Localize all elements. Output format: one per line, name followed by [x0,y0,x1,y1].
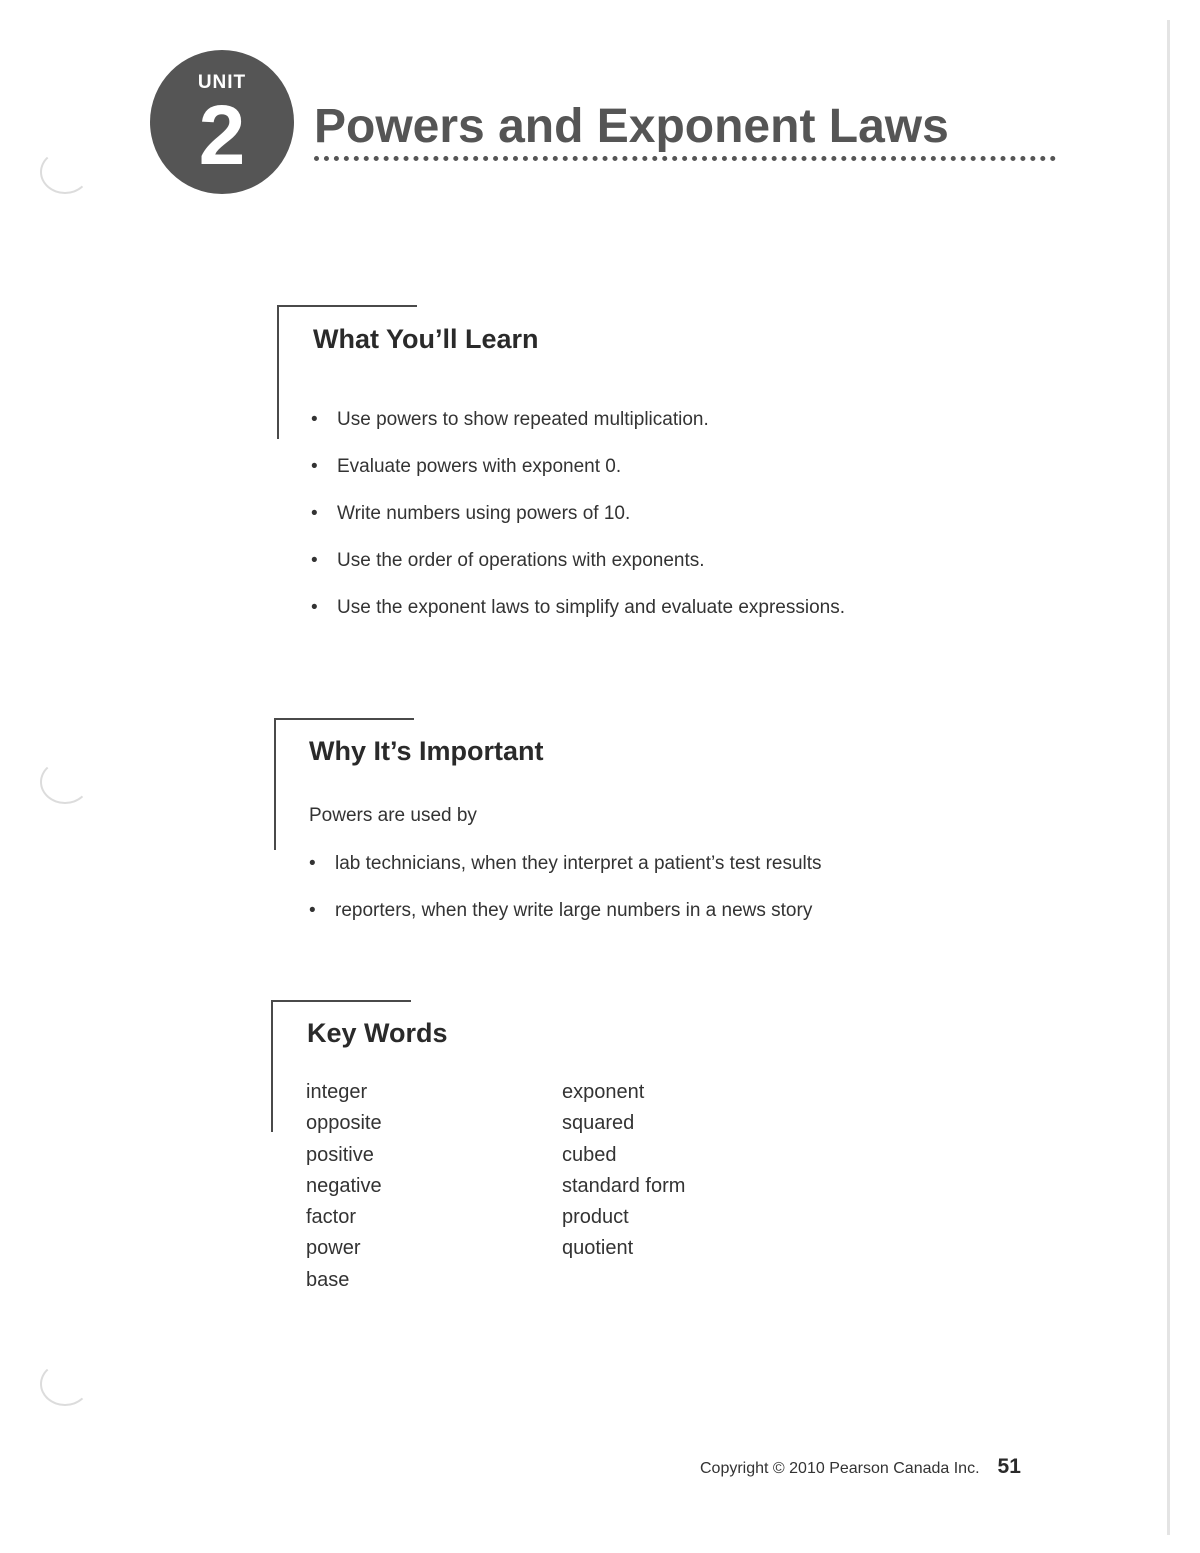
list-item [311,596,845,643]
copyright-text: Copyright © 2010 Pearson Canada Inc. [700,1460,980,1477]
key-word: factor [306,1206,357,1229]
key-words-column-1 [306,1080,382,1299]
key-word: quotient [562,1237,634,1260]
section-heading-what-youll-learn: What You’ll Learn [313,324,539,354]
bullet-icon: • [311,409,318,430]
key-words-column-2 [562,1080,685,1268]
list-item [311,502,845,549]
key-word: positive [306,1143,374,1166]
key-word: standard form [562,1174,686,1197]
unit-number: 2 [198,88,246,182]
list-item [309,852,822,899]
why-intro-text: Powers are used by [309,805,477,826]
list-item [311,408,845,455]
title-dotted-rule [314,156,1056,161]
list-item-text: reporters, when they write large numbers in a news story [335,900,813,921]
unit-badge [150,50,294,194]
key-word: base [306,1268,350,1291]
page-footer [700,1455,1021,1479]
list-item-text: lab technicians, when they interpret a patient’s test results [335,853,822,874]
page-edge-shadow [1167,20,1170,1535]
section-heading-why-its-important: Why It’s Important [309,736,544,766]
unit-label: UNIT [197,72,247,93]
list-item-text: Write numbers using powers of 10. [337,503,631,524]
unit-title: Powers and Exponent Laws [314,100,949,153]
list-item-text: Use the exponent laws to simplify and evaluate expressions. [337,597,845,618]
learn-list [311,408,845,643]
list-item-text: Use the order of operations with exponents. [337,550,705,571]
key-word: negative [306,1174,382,1197]
key-word: power [306,1237,361,1260]
key-word: integer [306,1081,368,1103]
list-item [309,899,822,946]
section-heading-key-words: Key Words [307,1018,448,1048]
key-word: exponent [562,1081,645,1103]
key-word: cubed [562,1143,617,1166]
bullet-icon: • [311,456,318,477]
list-item [311,549,845,596]
bullet-icon: • [309,900,316,921]
key-word: opposite [306,1112,382,1135]
list-item-text: Evaluate powers with exponent 0. [337,456,622,477]
list-item-text: Use powers to show repeated multiplication. [337,409,709,430]
list-item [311,455,845,502]
bullet-icon: • [311,503,318,524]
key-word: product [562,1206,629,1229]
bullet-icon: • [311,550,318,571]
bullet-icon: • [309,853,316,874]
binder-hole-middle [40,760,90,804]
bullet-icon: • [311,597,318,618]
binder-hole-bottom [40,1362,90,1406]
page-number: 51 [997,1455,1021,1478]
key-word: squared [562,1112,635,1135]
why-list [309,852,822,946]
binder-hole-top [40,150,90,194]
